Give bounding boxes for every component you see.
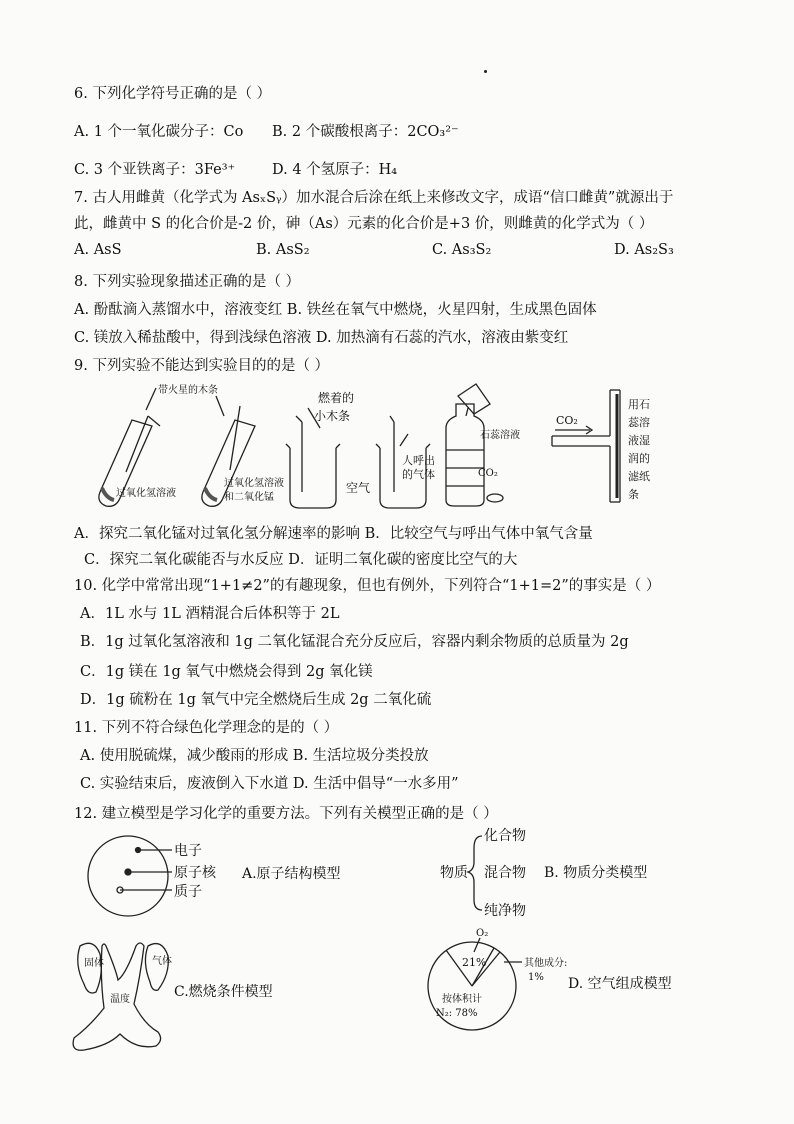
label-o2: O₂ [476,928,489,939]
label-litmus-solution: 石蕊溶液 [480,430,520,441]
label-solid: 固体 [84,958,104,969]
label-matter: 物质 [440,865,468,881]
q8-options-ab: A. 酚酞滴入蒸馏水中，溶液变红 B. 铁丝在氧气中燃烧，火星四射，生成黑色固体 [74,302,597,318]
q11-options-ab: A. 使用脱硫煤，减少酸雨的形成 B. 生活垃圾分类投放 [80,748,429,764]
q7-stem-line2: 此，雌黄中 S 的化合价是-2 价，砷（As）元素的化合价是+3 价，则雌黄的化学式为（ ） [74,216,654,232]
q10-option-d: D．1g 硫粉在 1g 氧气中完全燃烧后生成 2g 二氧化硫 [80,692,432,708]
label-glowing-splint: 带火星的木条 [158,385,218,396]
q7-option-d: D. As₂S₃ [614,242,674,258]
label-mixture: 混合物 [484,865,526,881]
q6-option-c: C. 3 个亚铁离子：3Fe³⁺ [74,162,236,178]
label-paper-1: 用石 [628,398,650,411]
label-pure-substance: 纯净物 [484,903,526,919]
q6-option-a: A. 1 个一氧化碳分子：Co [74,124,244,140]
label-co2-bottle: CO₂ [478,468,498,479]
q9-options-ab: A．探究二氧化锰对过氧化氢分解速率的影响 B．比较空气与呼出气体中氧气含量 [74,526,593,542]
q7-option-b: B. AsS₂ [256,242,310,258]
label-paper-6: 条 [628,488,639,501]
q9-options-cd: C．探究二氧化碳能否与水反应 D．证明二氧化碳的密度比空气的大 [84,552,518,568]
label-compound: 化合物 [484,828,526,844]
label-n2-percent: N₂: 78% [436,1008,478,1019]
q12-stem: 12. 建立模型是学习化学的重要方法。下列有关模型正确的是（ ） [74,806,498,822]
q9-apparatus-figure [90,380,690,515]
q12-caption-d: D. 空气组成模型 [568,976,672,992]
q12-caption-b: B. 物质分类模型 [544,865,648,881]
q11-stem: 11. 下列不符合绿色化学理念的是的（ ） [74,720,339,736]
label-h2o2-mno2-a: 过氧化氢溶液 [224,478,284,489]
q12-caption-a: A.原子结构模型 [242,866,341,882]
q11-options-cd: C. 实验结束后，废液倒入下水道 D. 生活中倡导“一水多用” [80,776,459,792]
label-temperature: 温度 [110,994,130,1005]
q12-air-composition-model [410,926,730,1036]
q10-option-a: A．1L 水与 1L 酒精混合后体积等于 2L [80,606,340,622]
q12-atom-model [70,832,370,922]
q8-options-cd: C. 镁放入稀盐酸中，得到浅绿色溶液 D. 加热滴有石蕊的汽水，溶液由紫变红 [74,330,569,346]
label-paper-3: 液湿 [628,434,650,447]
q10-option-c: C．1g 镁在 1g 氧气中燃烧会得到 2g 氧化镁 [80,664,373,680]
q6-option-b: B. 2 个碳酸根离子：2CO₃²⁻ [272,124,459,140]
label-other-components: 其他成分: [524,958,568,969]
q6-option-d: D. 4 个氢原子：H₄ [272,162,398,178]
label-h2o2-mno2-b: 和二氧化锰 [224,492,274,503]
label-other-percent: 1% [528,972,544,983]
label-exhaled-gas-2: 的气体 [402,468,435,481]
label-proton: 质子 [174,884,202,900]
q6-stem: 6. 下列化学符号正确的是（ ） [74,86,272,102]
q8-stem: 8. 下列实验现象描述正确的是（ ） [74,274,301,290]
q12-combustion-model [66,934,326,1058]
q7-option-a: A. AsS [74,242,122,258]
q10-stem: 10. 化学中常常出现“1+1≠2”的有趣现象，但也有例外，下列符合“1+1=2”的事实是（ ） [74,578,661,594]
q7-stem-line1: 7. 古人用雌黄（化学式为 AsₓSᵧ）加水混合后涂在纸上来修改文字，成语“信口雌黄”就源出于 [74,190,674,206]
label-air: 空气 [346,481,371,495]
label-paper-5: 滤纸 [628,470,650,483]
label-burning-splint-1: 燃着的 [318,391,355,405]
q7-option-c: C. As₃S₂ [432,242,492,258]
label-paper-4: 润的 [628,452,650,465]
q12-classification-model [436,822,716,922]
q9-stem: 9. 下列实验不能达到实验目的的是（ ） [74,358,330,374]
label-exhaled-gas-1: 人呼出 [402,454,435,467]
q12-caption-c: C.燃烧条件模型 [174,984,273,1000]
label-co2-arrow: CO₂ [556,414,578,427]
label-electron: 电子 [174,843,202,859]
label-burning-splint-2: 小木条 [314,409,351,423]
label-paper-2: 蕊溶 [628,416,650,429]
label-o2-percent: 21% [462,956,487,969]
stray-dot [484,70,487,73]
label-nucleus: 原子核 [174,865,216,881]
label-by-volume: 按体积计 [442,994,482,1005]
q10-option-b: B．1g 过氧化氢溶液和 1g 二氧化锰混合充分反应后，容器内剩余物质的总质量为 2g [80,634,629,650]
label-h2o2-solution: 过氧化氢溶液 [116,488,176,499]
label-gas: 气体 [152,956,172,967]
